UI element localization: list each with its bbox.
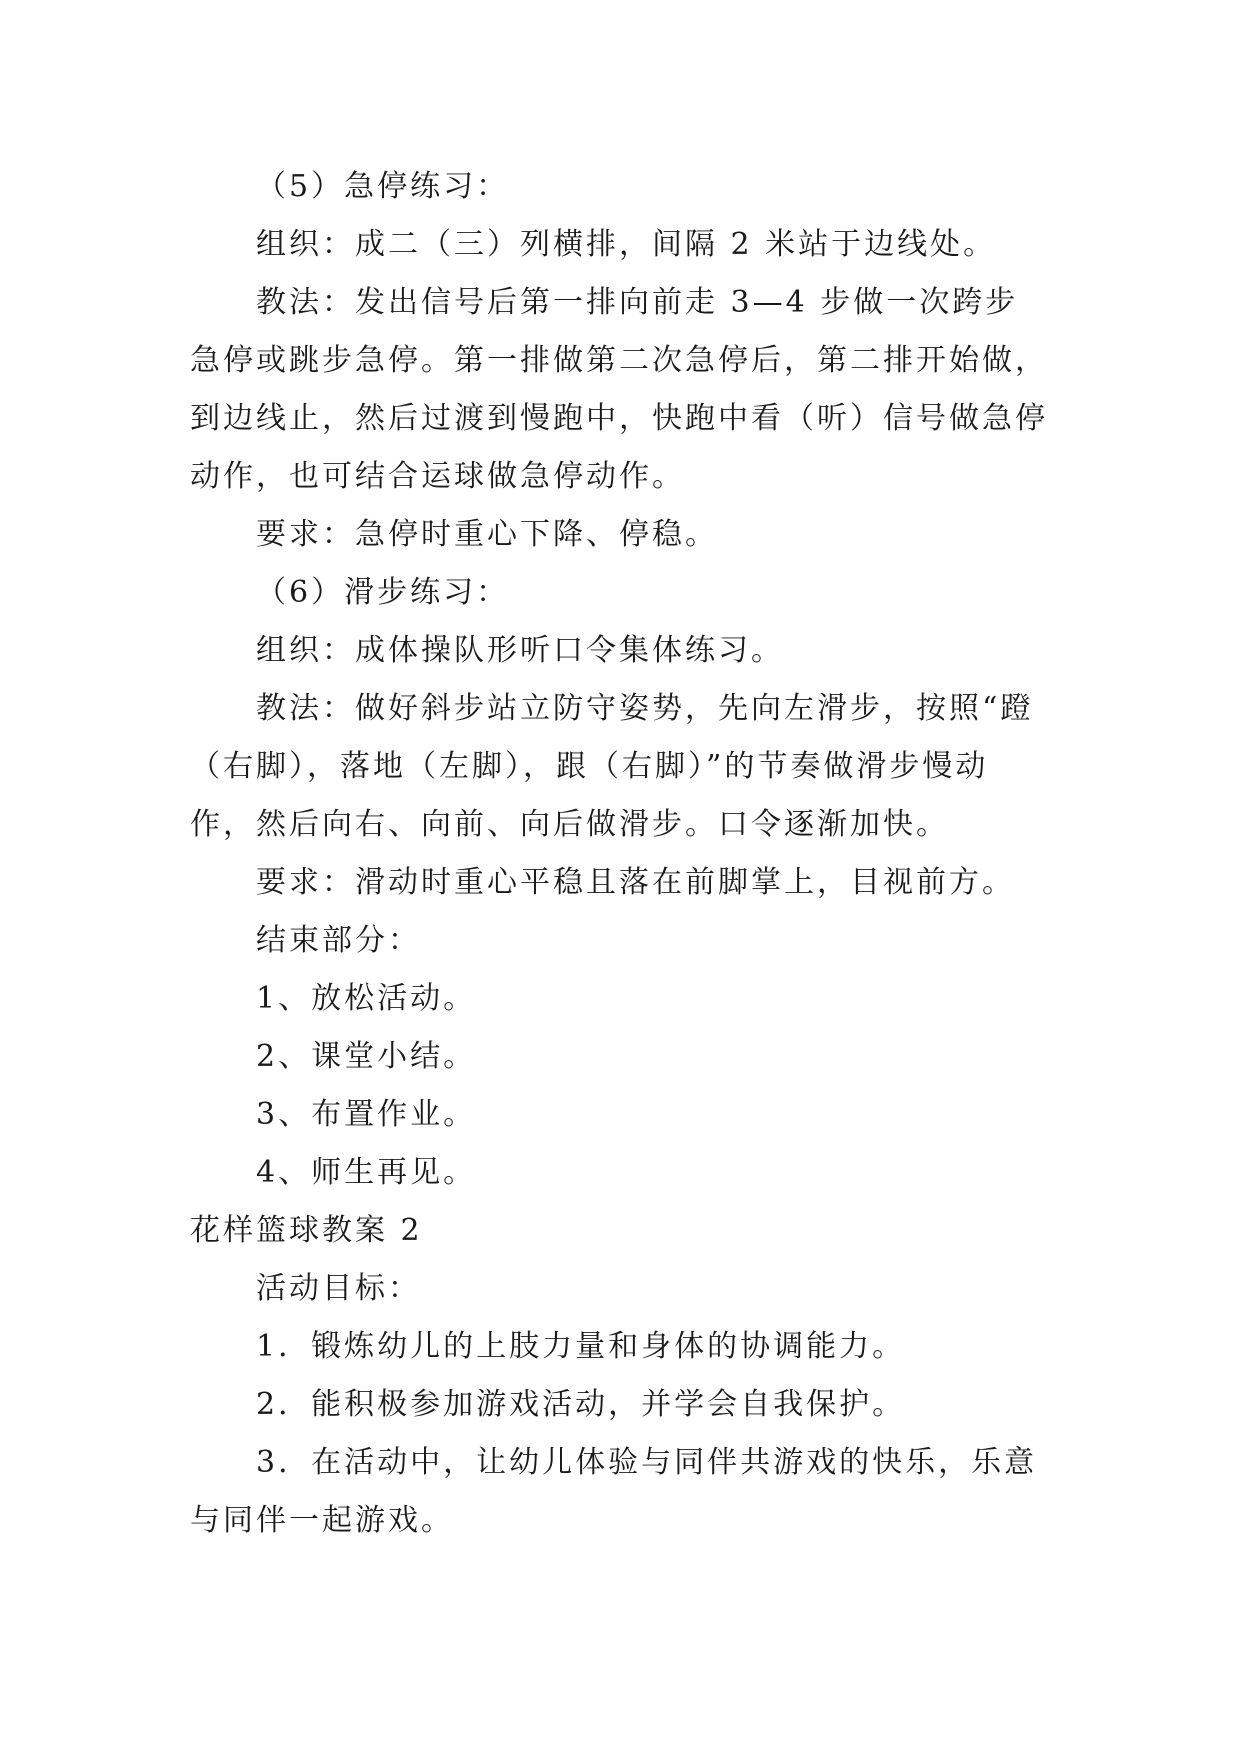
paragraph-method: 教法：发出信号后第一排向前走 3—4 步做一次跨步急停或跳步急停。第一排做第二次急停后，第二排开始做，到边线止，然后过渡到慢跑中，快跑中看（听）信号做急停动作，也可结合运球做急停动作。	[190, 285, 1048, 494]
paragraph-organization: 组织：成体操队形听口令集体练习。	[256, 633, 784, 668]
paragraph-section-heading: 活动目标：	[256, 1271, 421, 1306]
paragraph-section-heading: 结束部分：	[256, 923, 421, 958]
list-item: 3、布置作业。	[256, 1097, 477, 1132]
list-item: 4、师生再见。	[256, 1155, 477, 1190]
list-item: 3．在活动中，让幼儿体验与同伴共游戏的快乐，乐意与同伴一起游戏。	[190, 1445, 1038, 1538]
document-body	[190, 158, 1050, 1550]
paragraph-organization: 组织：成二（三）列横排，间隔 2 米站于边线处。	[256, 227, 997, 262]
list-item: 2．能积极参加游戏活动，并学会自我保护。	[256, 1387, 906, 1422]
paragraph-method: 教法：做好斜步站立防守姿势，先向左滑步，按照“蹬（右脚），落地（左脚），跟（右脚）”的节奏做滑步慢动作，然后向右、向前、向后做滑步。口令逐渐加快。	[190, 691, 1034, 842]
list-item: 1．锻炼幼儿的上肢力量和身体的协调能力。	[256, 1329, 906, 1364]
document-title: 花样篮球教案 2	[190, 1213, 423, 1248]
paragraph-requirement: 要求：急停时重心下降、停稳。	[256, 517, 718, 552]
paragraph-item-heading: （6）滑步练习：	[256, 575, 510, 610]
list-item: 1、放松活动。	[256, 981, 477, 1016]
paragraph-item-heading: （5）急停练习：	[256, 169, 510, 204]
paragraph-requirement: 要求：滑动时重心平稳且落在前脚掌上，目视前方。	[256, 865, 1015, 900]
list-item: 2、课堂小结。	[256, 1039, 477, 1074]
